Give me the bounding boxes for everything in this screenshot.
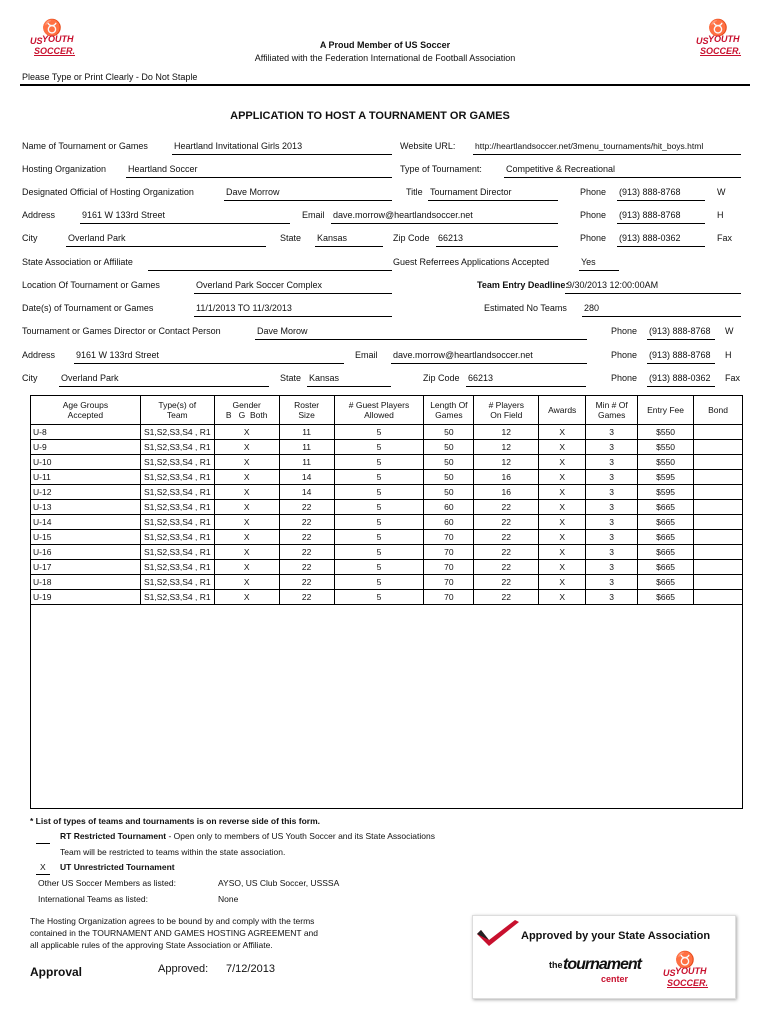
phone-label-2: Phone [580, 210, 607, 220]
page-title: APPLICATION TO HOST A TOURNAMENT OR GAMES [230, 110, 510, 122]
checkmark-icon [475, 920, 521, 948]
min-games-cell[interactable]: 3 [586, 545, 638, 560]
gender-cell[interactable]: X [214, 455, 279, 470]
deadline-underline [565, 293, 741, 294]
roster-size-cell[interactable]: 11 [279, 425, 334, 440]
zip-underline [436, 246, 558, 247]
col-bond: Bond [694, 396, 743, 425]
us-youth-soccer-logo-footer [661, 952, 709, 992]
type-field[interactable]: Competitive & Recreational [506, 164, 616, 174]
d-email-field[interactable]: dave.morrow@heartlandsoccer.net [393, 350, 533, 360]
awards-cell[interactable]: X [539, 530, 586, 545]
team-types-cell[interactable]: S1,S2,S3,S4 , R1 [140, 425, 214, 440]
phone-underline-3 [617, 246, 705, 247]
game-length-cell[interactable]: 70 [424, 575, 474, 590]
d-email-label: Email [355, 350, 378, 360]
hosting-org-underline [126, 177, 392, 178]
col-age-groups: Age Groups Accepted [31, 396, 141, 425]
col-awards: Awards [539, 396, 586, 425]
dates-label: Date(s) of Tournament or Games [22, 303, 154, 313]
game-length-cell[interactable]: 50 [424, 455, 474, 470]
d-address-label: Address [22, 350, 56, 360]
guest-players-cell[interactable]: 5 [334, 560, 424, 575]
d-phone-field-2[interactable]: (913) 888-8768 [649, 350, 711, 360]
team-types-cell[interactable]: S1,S2,S3,S4 , R1 [140, 560, 214, 575]
age-group-cell[interactable]: U-14 [31, 515, 141, 530]
agreement-line-2: contained in the TOURNAMENT AND GAMES HOSTING AGREEMENT and [30, 928, 318, 938]
address-field[interactable]: 9161 W 133rd Street [82, 210, 166, 220]
d-phone-field-3[interactable]: (913) 888-0362 [649, 373, 711, 383]
col-gender: Gender B G Both [214, 396, 279, 425]
list-note: * List of types of teams and tournaments is on reverse side of this form. [30, 816, 321, 826]
guest-ref-underline [579, 270, 619, 271]
international-label: International Teams as listed: [38, 894, 148, 904]
approved-label: Approved: [158, 963, 209, 975]
bond-cell[interactable] [694, 470, 743, 485]
name-underline [172, 154, 392, 155]
players-on-field-cell[interactable]: 16 [474, 470, 539, 485]
bond-cell[interactable] [694, 560, 743, 575]
roster-size-cell[interactable]: 22 [279, 545, 334, 560]
guest-players-cell[interactable]: 5 [334, 470, 424, 485]
website-underline [473, 154, 741, 155]
d-phone-label-3: Phone [611, 373, 638, 383]
guest-ref-label: Guest Referrees Applications Accepted [393, 257, 550, 267]
entry-fee-cell[interactable]: $665 [638, 530, 694, 545]
director-field[interactable]: Dave Morow [257, 326, 308, 336]
bond-cell[interactable] [694, 575, 743, 590]
team-types-cell[interactable]: S1,S2,S3,S4 , R1 [140, 530, 214, 545]
state-assoc-underline[interactable] [148, 270, 392, 271]
table-row [31, 500, 743, 515]
guest-players-cell[interactable]: 5 [334, 545, 424, 560]
players-on-field-cell[interactable]: 22 [474, 530, 539, 545]
d-city-field[interactable]: Overland Park [61, 373, 119, 383]
player-figure-icon: ♉ [42, 20, 62, 37]
gender-cell[interactable]: X [214, 575, 279, 590]
entry-fee-cell[interactable]: $665 [638, 575, 694, 590]
age-group-cell[interactable]: U-9 [31, 440, 141, 455]
deadline-label: Team Entry Deadline: [477, 280, 569, 290]
col-types: Type(s) of Team [140, 396, 214, 425]
email-underline [331, 223, 558, 224]
roster-size-cell[interactable]: 11 [279, 440, 334, 455]
dates-field[interactable]: 11/1/2013 TO 11/3/2013 [196, 303, 292, 313]
awards-cell[interactable]: X [539, 485, 586, 500]
guest-players-cell[interactable]: 5 [334, 440, 424, 455]
gender-cell[interactable]: X [214, 545, 279, 560]
awards-cell[interactable]: X [539, 545, 586, 560]
entry-fee-cell[interactable]: $665 [638, 515, 694, 530]
entry-fee-cell[interactable]: $550 [638, 425, 694, 440]
logo-text-youth: YOUTH [708, 34, 740, 44]
state-label: State [280, 233, 302, 243]
team-types-cell[interactable]: S1,S2,S3,S4 , R1 [140, 485, 214, 500]
gender-cell[interactable]: X [214, 440, 279, 455]
approval-box [472, 915, 736, 999]
tc-the: the [549, 960, 563, 970]
agreement-line-3: all applicable rules of the approving State Association or Affiliate. [30, 940, 273, 950]
location-field[interactable]: Overland Park Soccer Complex [196, 280, 323, 290]
bond-cell[interactable] [694, 590, 743, 605]
col-players-on-field: # Players On Field [474, 396, 539, 425]
players-on-field-cell[interactable]: 22 [474, 575, 539, 590]
state-assoc-label: State Association or Affiliate [22, 257, 133, 267]
players-on-field-cell[interactable]: 16 [474, 485, 539, 500]
table-row [31, 575, 743, 590]
table-row [31, 530, 743, 545]
roster-size-cell[interactable]: 14 [279, 470, 334, 485]
rt-desc: - Open only to members of US Youth Soccer and its State Associations [166, 831, 435, 841]
ut-title: UT Unrestricted Tournament [60, 862, 175, 872]
min-games-cell[interactable]: 3 [586, 590, 638, 605]
min-games-cell[interactable]: 3 [586, 515, 638, 530]
team-types-cell[interactable]: S1,S2,S3,S4 , R1 [140, 575, 214, 590]
title-field[interactable]: Tournament Director [430, 187, 512, 197]
website-label: Website URL: [400, 141, 456, 151]
est-teams-underline [582, 316, 741, 317]
gender-cell[interactable]: X [214, 515, 279, 530]
min-games-cell[interactable]: 3 [586, 470, 638, 485]
awards-cell[interactable]: X [539, 515, 586, 530]
col-guest-players: # Guest Players Allowed [334, 396, 424, 425]
players-on-field-cell[interactable]: 22 [474, 590, 539, 605]
rt-line [60, 831, 435, 841]
game-length-cell[interactable]: 50 [424, 440, 474, 455]
col-min-games: Min # Of Games [586, 396, 638, 425]
guest-players-cell[interactable]: 5 [334, 515, 424, 530]
awards-cell[interactable]: X [539, 500, 586, 515]
rt-desc-2: Team will be restricted to teams within the state association. [60, 847, 286, 857]
min-games-cell[interactable]: 3 [586, 530, 638, 545]
age-group-cell[interactable]: U-8 [31, 425, 141, 440]
min-games-cell[interactable]: 3 [586, 485, 638, 500]
official-underline [224, 200, 392, 201]
d-zip-underline [466, 386, 586, 387]
d-state-field[interactable]: Kansas [309, 373, 340, 383]
international-value[interactable]: None [218, 894, 239, 904]
bond-cell[interactable] [694, 485, 743, 500]
title-underline [428, 200, 558, 201]
roster-size-cell[interactable]: 14 [279, 485, 334, 500]
city-underline [66, 246, 266, 247]
phone-field-3[interactable]: (913) 888-0362 [619, 233, 681, 243]
d-address-underline [74, 363, 344, 364]
est-teams-field[interactable]: 280 [584, 303, 600, 313]
table-row [31, 440, 743, 455]
roster-size-cell[interactable]: 22 [279, 500, 334, 515]
address-label: Address [22, 210, 56, 220]
location-underline [194, 293, 392, 294]
age-group-cell[interactable]: U-13 [31, 500, 141, 515]
team-types-cell[interactable]: S1,S2,S3,S4 , R1 [140, 545, 214, 560]
approved-by-text: Approved by your State Association [521, 930, 711, 942]
table-row [31, 455, 743, 470]
team-types-cell[interactable]: S1,S2,S3,S4 , R1 [140, 590, 214, 605]
email-field[interactable]: dave.morrow@heartlandsoccer.net [333, 210, 473, 220]
min-games-cell[interactable]: 3 [586, 455, 638, 470]
gender-cell[interactable]: X [214, 425, 279, 440]
agreement-line-1: The Hosting Organization agrees to be bound by and comply with the terms [30, 916, 315, 926]
d-state-underline [307, 386, 391, 387]
bond-cell[interactable] [694, 515, 743, 530]
d-address-field[interactable]: 9161 W 133rd Street [76, 350, 160, 360]
state-field[interactable]: Kansas [317, 233, 348, 243]
game-length-cell[interactable]: 50 [424, 470, 474, 485]
dates-underline [194, 316, 392, 317]
players-on-field-cell[interactable]: 12 [474, 425, 539, 440]
roster-size-cell[interactable]: 11 [279, 455, 334, 470]
team-types-cell[interactable]: S1,S2,S3,S4 , R1 [140, 515, 214, 530]
awards-cell[interactable]: X [539, 425, 586, 440]
team-types-cell[interactable]: S1,S2,S3,S4 , R1 [140, 500, 214, 515]
awards-cell[interactable]: X [539, 440, 586, 455]
header-divider [20, 84, 750, 86]
guest-players-cell[interactable]: 5 [334, 425, 424, 440]
entry-fee-cell[interactable]: $665 [638, 500, 694, 515]
table-header-row [31, 396, 743, 425]
age-group-cell[interactable]: U-12 [31, 485, 141, 500]
gender-cell[interactable]: X [214, 485, 279, 500]
col-length: Length Of Games [424, 396, 474, 425]
phone-label-1: Phone [580, 187, 607, 197]
logo-text-soccer: SOCCER. [667, 978, 709, 988]
official-field[interactable]: Dave Morrow [226, 187, 280, 197]
phone-underline-2 [617, 223, 705, 224]
entry-fee-cell[interactable]: $665 [638, 590, 694, 605]
hosting-org-label: Hosting Organization [22, 164, 107, 174]
ut-checkbox[interactable]: X [40, 862, 46, 872]
d-phone-underline-3 [647, 386, 715, 387]
bond-cell[interactable] [694, 500, 743, 515]
players-on-field-cell[interactable]: 12 [474, 455, 539, 470]
table-row [31, 515, 743, 530]
type-label: Type of Tournament: [400, 164, 482, 174]
age-group-table [30, 395, 743, 605]
name-field[interactable]: Heartland Invitational Girls 2013 [174, 141, 303, 151]
gender-cell[interactable]: X [214, 500, 279, 515]
bond-cell[interactable] [694, 545, 743, 560]
team-types-cell[interactable]: S1,S2,S3,S4 , R1 [140, 440, 214, 455]
other-members-label: Other US Soccer Members as listed: [38, 878, 176, 888]
d-phone-type-2: H [725, 350, 732, 360]
gender-cell[interactable]: X [214, 590, 279, 605]
hosting-org-field[interactable]: Heartland Soccer [128, 164, 198, 174]
phone-field-1[interactable]: (913) 888-8768 [619, 187, 681, 197]
entry-fee-cell[interactable]: $595 [638, 485, 694, 500]
bond-cell[interactable] [694, 455, 743, 470]
name-label: Name of Tournament or Games [22, 141, 148, 151]
d-phone-label-2: Phone [611, 350, 638, 360]
logo-text-us: US [663, 968, 676, 978]
d-zip-field[interactable]: 66213 [468, 373, 494, 383]
tc-tournament: tournament [563, 956, 641, 973]
title-label: Title [406, 187, 423, 197]
table-row [31, 560, 743, 575]
roster-size-cell[interactable]: 22 [279, 530, 334, 545]
phone-underline-1 [617, 200, 705, 201]
awards-cell[interactable]: X [539, 470, 586, 485]
age-group-cell[interactable]: U-16 [31, 545, 141, 560]
min-games-cell[interactable]: 3 [586, 575, 638, 590]
d-phone-type-3: Fax [725, 373, 741, 383]
table-row [31, 425, 743, 440]
game-length-cell[interactable]: 70 [424, 590, 474, 605]
official-label: Designated Official of Hosting Organization [22, 187, 194, 197]
director-label: Tournament or Games Director or Contact Person [22, 326, 221, 336]
guest-players-cell[interactable]: 5 [334, 590, 424, 605]
zip-label: Zip Code [393, 233, 430, 243]
game-length-cell[interactable]: 70 [424, 560, 474, 575]
entry-fee-cell[interactable]: $595 [638, 470, 694, 485]
table-row [31, 590, 743, 605]
guest-players-cell[interactable]: 5 [334, 455, 424, 470]
min-games-cell[interactable]: 3 [586, 440, 638, 455]
d-email-underline [391, 363, 587, 364]
d-phone-underline-1 [647, 339, 715, 340]
entry-fee-cell[interactable]: $550 [638, 440, 694, 455]
table-row [31, 470, 743, 485]
rt-checkbox[interactable] [36, 843, 50, 844]
players-on-field-cell[interactable]: 12 [474, 440, 539, 455]
d-phone-field-1[interactable]: (913) 888-8768 [649, 326, 711, 336]
game-length-cell[interactable]: 50 [424, 425, 474, 440]
game-length-cell[interactable]: 60 [424, 500, 474, 515]
game-length-cell[interactable]: 60 [424, 515, 474, 530]
game-length-cell[interactable]: 70 [424, 530, 474, 545]
d-phone-underline-2 [647, 363, 715, 364]
state-underline [315, 246, 383, 247]
city-field[interactable]: Overland Park [68, 233, 126, 243]
d-zip-label: Zip Code [423, 373, 460, 383]
zip-field[interactable]: 66213 [438, 233, 464, 243]
roster-size-cell[interactable]: 22 [279, 575, 334, 590]
roster-size-cell[interactable]: 22 [279, 515, 334, 530]
table-row [31, 485, 743, 500]
phone-label-3: Phone [580, 233, 607, 243]
roster-size-cell[interactable]: 22 [279, 560, 334, 575]
member-line: A Proud Member of US Soccer [319, 40, 451, 50]
table-row [31, 545, 743, 560]
entry-fee-cell[interactable]: $665 [638, 545, 694, 560]
age-group-cell[interactable]: U-18 [31, 575, 141, 590]
awards-cell[interactable]: X [539, 560, 586, 575]
other-members-value[interactable]: AYSO, US Club Soccer, USSSA [218, 878, 340, 888]
awards-cell[interactable]: X [539, 575, 586, 590]
email-label: Email [302, 210, 325, 220]
bond-cell[interactable] [694, 530, 743, 545]
entry-fee-cell[interactable]: $550 [638, 455, 694, 470]
logo-text-youth: YOUTH [675, 966, 707, 976]
d-phone-label-1: Phone [611, 326, 638, 336]
logo-text-soccer: SOCCER. [700, 46, 742, 56]
col-entry-fee: Entry Fee [638, 396, 694, 425]
guest-players-cell[interactable]: 5 [334, 530, 424, 545]
approval-label: Approval [30, 965, 83, 979]
team-types-cell[interactable]: S1,S2,S3,S4 , R1 [140, 455, 214, 470]
d-phone-type-1: W [725, 326, 734, 336]
affiliation-line: Affiliated with the Federation International de Football Association [254, 53, 516, 63]
guest-players-cell[interactable]: 5 [334, 485, 424, 500]
roster-size-cell[interactable]: 22 [279, 590, 334, 605]
age-group-cell[interactable]: U-15 [31, 530, 141, 545]
instruction-text: Please Type or Print Clearly - Do Not Staple [22, 72, 198, 82]
min-games-cell[interactable]: 3 [586, 560, 638, 575]
game-length-cell[interactable]: 50 [424, 485, 474, 500]
gender-cell[interactable]: X [214, 470, 279, 485]
awards-cell[interactable]: X [539, 590, 586, 605]
age-group-cell[interactable]: U-19 [31, 590, 141, 605]
phone-type-2: H [717, 210, 724, 220]
age-group-cell[interactable]: U-10 [31, 455, 141, 470]
rt-title: RT Restricted Tournament [60, 831, 167, 841]
gender-cell[interactable]: X [214, 530, 279, 545]
age-group-cell[interactable]: U-17 [31, 560, 141, 575]
bond-cell[interactable] [694, 440, 743, 455]
logo-text-soccer: SOCCER. [34, 46, 76, 56]
gender-cell[interactable]: X [214, 560, 279, 575]
city-label: City [22, 233, 38, 243]
approved-date: 7/12/2013 [226, 963, 275, 975]
website-field[interactable]: http://heartlandsoccer.net/3menu_tournaments/hit_boys.html [475, 141, 704, 151]
players-on-field-cell[interactable]: 22 [474, 560, 539, 575]
guest-ref-field[interactable]: Yes [581, 257, 596, 267]
logo-text-us: US [30, 36, 43, 46]
type-underline [504, 177, 741, 178]
tc-center: center [601, 974, 629, 984]
logo-text-us: US [696, 36, 709, 46]
director-underline [255, 339, 587, 340]
bond-cell[interactable] [694, 425, 743, 440]
min-games-cell[interactable]: 3 [586, 425, 638, 440]
phone-field-2[interactable]: (913) 888-8768 [619, 210, 681, 220]
d-city-underline [59, 386, 269, 387]
d-city-label: City [22, 373, 38, 383]
player-figure-icon: ♉ [708, 20, 728, 37]
phone-type-1: W [717, 187, 726, 197]
deadline-field[interactable]: 9/30/2013 12:00:00AM [567, 280, 659, 290]
entry-fee-cell[interactable]: $665 [638, 560, 694, 575]
phone-type-3: Fax [717, 233, 733, 243]
guest-players-cell[interactable]: 5 [334, 575, 424, 590]
address-underline [80, 223, 290, 224]
team-types-cell[interactable]: S1,S2,S3,S4 , R1 [140, 470, 214, 485]
players-on-field-cell[interactable]: 22 [474, 545, 539, 560]
min-games-cell[interactable]: 3 [586, 500, 638, 515]
game-length-cell[interactable]: 70 [424, 545, 474, 560]
guest-players-cell[interactable]: 5 [334, 500, 424, 515]
ut-checkbox-line [36, 874, 50, 875]
players-on-field-cell[interactable]: 22 [474, 500, 539, 515]
est-teams-label: Estimated No Teams [484, 303, 567, 313]
d-state-label: State [280, 373, 302, 383]
col-roster: Roster Size [279, 396, 334, 425]
age-group-cell[interactable]: U-11 [31, 470, 141, 485]
awards-cell[interactable]: X [539, 455, 586, 470]
location-label: Location Of Tournament or Games [22, 280, 160, 290]
logo-text-youth: YOUTH [42, 34, 74, 44]
player-figure-icon: ♉ [675, 952, 695, 969]
players-on-field-cell[interactable]: 22 [474, 515, 539, 530]
